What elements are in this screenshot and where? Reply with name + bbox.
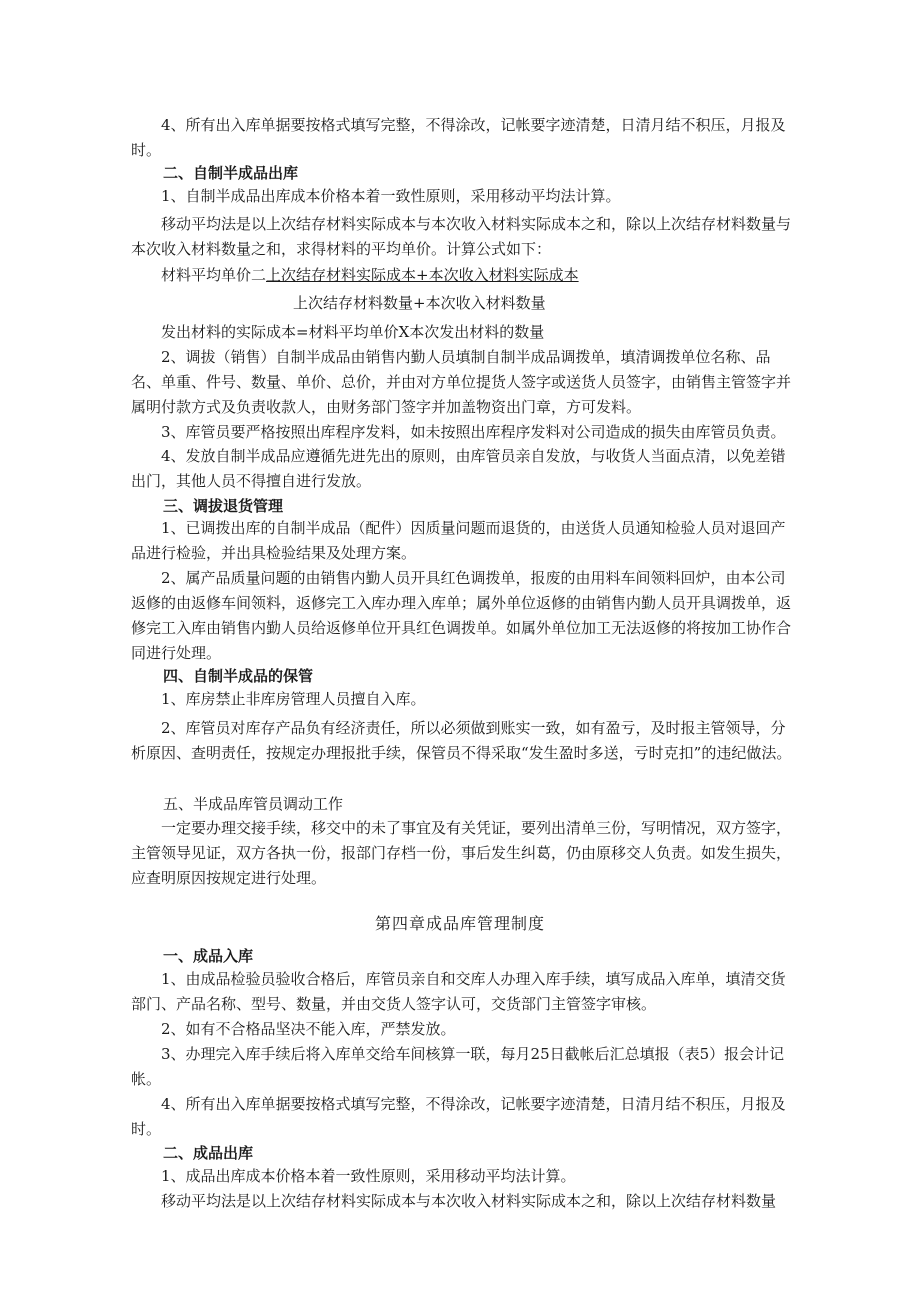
formula-lhs: 材料平均单价二 xyxy=(161,266,267,284)
formula-actual-cost: 发出材料的实际成本=材料平均单价X本次发出材料的数量 xyxy=(161,323,545,341)
paragraph-fifo: 4、发放自制半成品应遵循先进先出的原则，由库管员亲自发放，与收货人当面点清，以免差错出门，其他人员不得擅自进行发放。 xyxy=(131,447,786,490)
formula-numerator-line xyxy=(161,265,579,285)
formula-numerator: 上次结存材料实际成本+本次收入材料实际成本 xyxy=(266,266,579,284)
paragraph-finished-cost-principle: 1、成品出库成本价格本着一致性原则，采用移动平均法计算。 xyxy=(161,1167,576,1185)
paragraph-transfer-sale: 2、调拔（销售）自制半成品由销售内勤人员填制自制半成品调拨单，填清调拨单位名称、品名、单重、件号、数量、单价、总价，并由对方单位提货人签字或送货人员签字，由销售主管签字并属明付款方式及负责收款人，由财务部门签字并加盖物资出门章，方可发料。 xyxy=(131,348,792,416)
heading-semi-product-custody: 四、自制半成品的保管 xyxy=(163,667,314,685)
paragraph-finished-moving-average: 移动平均法是以上次结存材料实际成本与本次收入材料实际成本之和，除以上次结存材料数量 xyxy=(161,1192,777,1210)
paragraph-cost-principle: 1、自制半成品出库成本价格本着一致性原则，采用移动平均法计算。 xyxy=(161,187,621,205)
heading-transfer-returns: 三、调拔退货管理 xyxy=(163,497,284,515)
paragraph-economic-responsibility: 2、库管员对库存产品负有经济责任，所以必须做到账实一致，如有盈亏，及时报主管领导，分析原因、查明责任，按规定办理报批手续，保管员不得采取“发生盈时多送，亏时克扣”的违纪做法。 xyxy=(131,719,792,762)
paragraph-records-rule: 4、所有出入库单据要按格式填写完整，不得涂改，记帐要字迹清楚，日清月结不积压，月报及时。 xyxy=(131,116,786,159)
paragraph-moving-average: 移动平均法是以上次结存材料实际成本与本次收入材料实际成本之和，除以上次结存材料数量与本次收入材料数量之和，求得材料的平均单价。计算公式如下： xyxy=(131,215,792,258)
paragraph-inbound-procedure: 1、由成品检验员验收合格后，库管员亲自和交库人办理入库手续，填写成品入库单，填清交货部门、产品名称、型号、数量，并由交货人签字认可，交货部门主管签字审核。 xyxy=(131,970,786,1013)
paragraph-outbound-procedure: 3、库管员要严格按照出库程序发料，如未按照出库程序发料对公司造成的损失由库管员负责。 xyxy=(161,423,786,441)
paragraph-handover: 一定要办理交接手续，移交中的未了事宜及有关凭证，要列出清单三份，写明情况，双方签字，主管领导见证，双方各执一份，报部门存档一份，事后发生纠葛，仍由原移交人负责。如发生损失，应查明原因按规定进行处理。 xyxy=(131,819,792,887)
heading-finished-inbound: 一、成品入库 xyxy=(163,947,254,965)
formula-denominator: 上次结存材料数量+本次收入材料数量 xyxy=(293,294,546,312)
paragraph-records-rule-2: 4、所有出入库单据要按格式填写完整，不得涂改，记帐要字迹清楚，日清月结不积压，月报及时。 xyxy=(131,1095,786,1138)
paragraph-returns-inspection: 1、已调拨出库的自制半成品（配件）因质量问题而退货的，由送货人员通知检验人员对退回产品进行检验，并出具检验结果及处理方案。 xyxy=(131,519,786,562)
heading-keeper-transfer: 五、半成品库管员调动工作 xyxy=(163,795,344,813)
chapter-title: 第四章成品库管理制度 xyxy=(374,914,545,933)
heading-semi-product-outbound: 二、自制半成品出库 xyxy=(163,164,299,182)
heading-finished-outbound: 二、成品出库 xyxy=(163,1144,254,1162)
paragraph-monthly-report: 3、办理完入库手续后将入库单交给车间核算一联，每月25日截帐后汇总填报（表5）报会计记帐。 xyxy=(131,1045,785,1088)
paragraph-returns-handling: 2、属产品质量问题的由销售内勤人员开具红色调拨单，报废的由用料车间领料回炉，由本公司返修的由返修车间领料，返修完工入库办理入库单；属外单位返修的由销售内勤人员开具调拨单，返修完工入库由销售内勤人员给返修单位开具红色调拨单。如属外单位加工无法返修的将按加工协作合同进行处理。 xyxy=(131,569,792,662)
paragraph-reject-rule: 2、如有不合格品坚决不能入库，严禁发放。 xyxy=(161,1020,456,1038)
paragraph-access-rule: 1、库房禁止非库房管理人员擅自入库。 xyxy=(161,690,426,708)
